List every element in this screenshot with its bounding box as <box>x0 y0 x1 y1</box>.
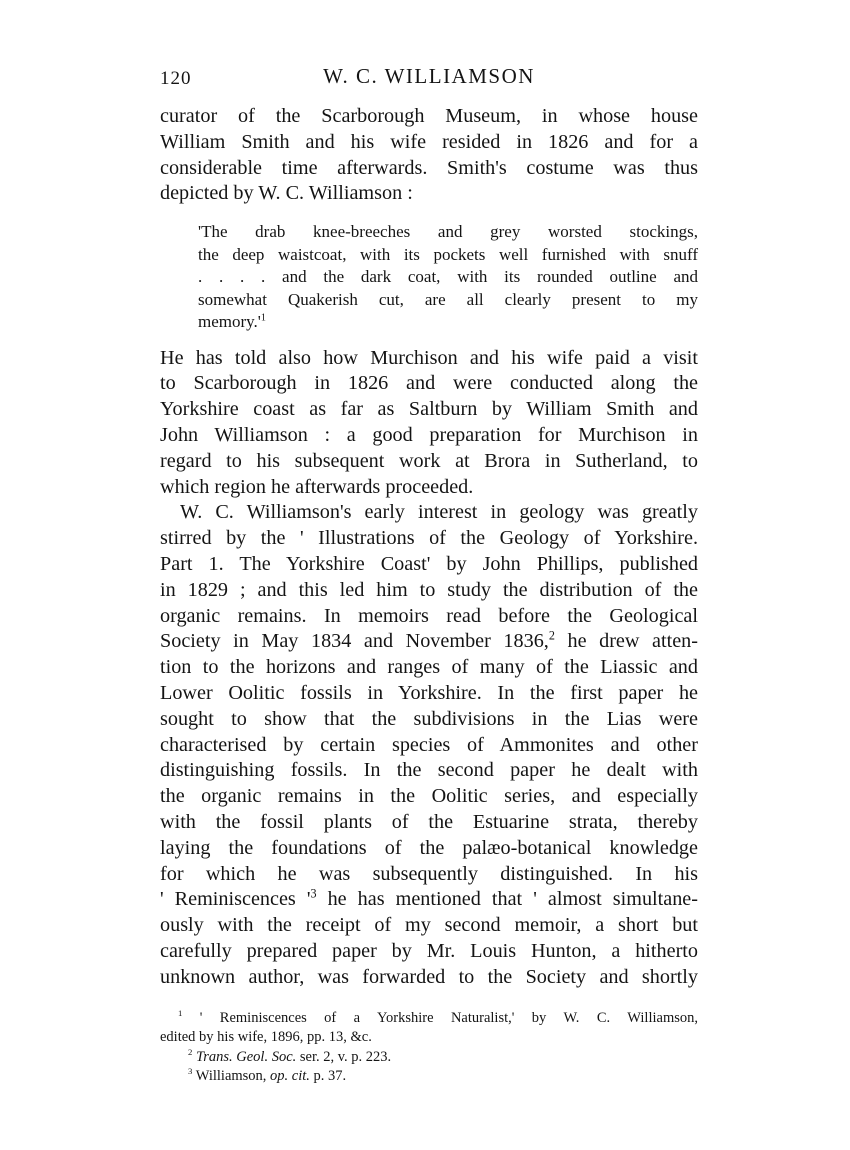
text-segment: Society in May 1834 and November 1836, <box>160 630 549 653</box>
citation-abbrev: op. cit. <box>270 1068 310 1085</box>
footnote-text: p. 37. <box>309 1068 347 1085</box>
text-line: distinguishing fossils. In the second paper he dealt with <box>160 759 698 782</box>
footnote-2 <box>160 1048 698 1068</box>
text-line: sought to show that the subdivisions in the Lias were <box>160 707 698 730</box>
footnote-text: ser. 2, v. p. 223. <box>296 1048 392 1065</box>
book-page <box>160 64 698 1087</box>
text-line: the organic remains in the Oolitic series, and especially <box>160 785 698 808</box>
footnote-ref-3: 3 <box>310 886 317 901</box>
text-line: William Smith and his wife resided in 1826 and for a <box>160 130 698 153</box>
block-quote <box>198 221 698 334</box>
paragraph-3 <box>160 500 698 990</box>
text-line: curator of the Scarborough Museum, in whose house <box>160 105 698 127</box>
text-line: regard to his subsequent work at Brora in Sutherland, to <box>160 449 698 472</box>
text-line: John Williamson : a good preparation for Murchison in <box>160 424 698 447</box>
footnote-3 <box>160 1067 698 1087</box>
journal-title: Trans. Geol. Soc. <box>195 1048 297 1065</box>
footnote-mark-1: 1 <box>178 1007 183 1018</box>
footnotes <box>160 1009 698 1087</box>
quote-line: . . . . and the dark coat, with its rounded outline and <box>198 267 698 287</box>
text-line: which region he afterwards proceeded. <box>160 475 474 498</box>
text-line <box>160 887 698 913</box>
footnote-mark-3: 3 <box>188 1066 193 1077</box>
footnote-mark-2: 2 <box>188 1046 193 1057</box>
footnote-text: Williamson, <box>195 1068 271 1085</box>
text-line: ously with the receipt of my second memoir, a short but <box>160 914 698 937</box>
text-segment: ' Reminiscences ' <box>160 888 311 911</box>
text-line: to Scarborough in 1826 and were conducted along the <box>160 372 698 395</box>
text-line: stirred by the ' Illustrations of the Geology of Yorkshire. <box>160 527 698 550</box>
text-line: in 1829 ; and this led him to study the distribution of the <box>160 578 698 601</box>
quote-line: 'The drab knee-breeches and grey worsted stockings, <box>198 222 698 242</box>
text-line: depicted by W. C. Williamson : <box>160 182 413 205</box>
page-number: 120 <box>160 68 192 89</box>
text-line <box>160 629 698 655</box>
text-line: W. C. Williamson's early interest in geology was greatly <box>180 501 698 524</box>
quote-text: memory.' <box>198 312 261 332</box>
text-line: carefully prepared paper by Mr. Louis Hunton, a hitherto <box>160 940 698 963</box>
text-line: organic remains. In memoirs read before the Geological <box>160 604 698 627</box>
text-segment: he has mentioned that ' almost simultane- <box>316 888 698 911</box>
text-line: unknown author, was forwarded to the Society and shortly <box>160 965 698 988</box>
text-line: Lower Oolitic fossils in Yorkshire. In the first paper he <box>160 682 698 705</box>
text-line: considerable time afterwards. Smith's costume was thus <box>160 156 698 179</box>
text-line: with the fossil plants of the Estuarine strata, thereby <box>160 811 698 834</box>
footnote-text: ' Reminiscences of a Yorkshire Naturalist,' by W. C. Williamson, <box>199 1009 698 1026</box>
quote-line-last <box>198 311 698 334</box>
text-line: characterised by certain species of Ammonites and other <box>160 733 698 756</box>
paragraph-2 <box>160 346 698 501</box>
footnote-1 <box>160 1009 698 1029</box>
quote-line: the deep waistcoat, with its pockets well furnished with snuff <box>198 244 698 264</box>
text-line: Yorkshire coast as far as Saltburn by William Smith and <box>160 398 698 421</box>
footnote-ref-1: 1 <box>260 312 266 324</box>
text-line: He has told also how Murchison and his wife paid a visit <box>160 346 698 369</box>
text-segment: he drew atten- <box>554 630 698 653</box>
running-head <box>160 64 698 94</box>
footnote-ref-2: 2 <box>548 628 555 643</box>
running-title: W. C. WILLIAMSON <box>323 64 535 88</box>
quote-line: somewhat Quakerish cut, are all clearly present to my <box>198 289 698 309</box>
footnote-1-continued: edited by his wife, 1896, pp. 13, &c. <box>160 1029 372 1046</box>
paragraph-1 <box>160 104 698 207</box>
text-line: Part 1. The Yorkshire Coast' by John Phillips, published <box>160 553 698 576</box>
text-line: laying the foundations of the palæo-botanical knowledge <box>160 836 698 859</box>
text-line: for which he was subsequently distinguished. In his <box>160 862 698 885</box>
text-line: tion to the horizons and ranges of many of the Liassic and <box>160 656 698 679</box>
